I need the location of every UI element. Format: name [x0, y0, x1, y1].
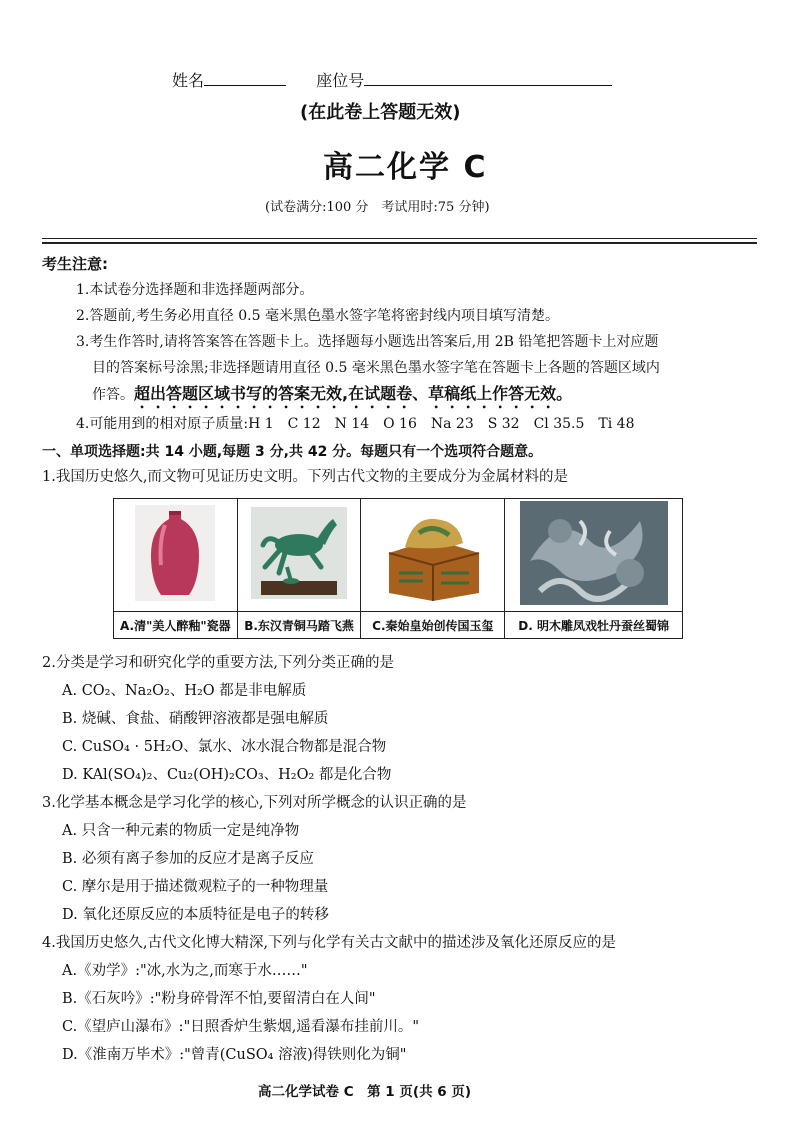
bronze-horse-image: [251, 507, 347, 599]
notice-item-1: 1.本试卷分选择题和非选择题两部分。: [76, 282, 314, 298]
notice-heading: 考生注意:: [42, 255, 108, 273]
relic-d-caption: D. 明木雕凤戏牡丹蚕丝蜀锦: [505, 612, 683, 639]
rule-bottom: [42, 242, 757, 244]
q2-option-a: A. CO₂、Na₂O₂、H₂O 都是非电解质: [62, 683, 307, 699]
q3-option-a: A. 只含一种元素的物质一定是纯净物: [62, 823, 300, 839]
q2-stem: 2.分类是学习和研究化学的重要方法,下列分类正确的是: [42, 655, 394, 671]
q1-stem: 1.我国历史悠久,而文物可见证历史文明。下列古代文物的主要成分为金属材料的是: [42, 469, 568, 485]
notice-item-3-prefix: 作答。: [92, 387, 134, 403]
carved-wood-image: [520, 501, 668, 605]
q4-option-c: C.《望庐山瀑布》:"日照香炉生紫烟,遥看瀑布挂前川。": [62, 1019, 420, 1035]
notice-item-3-line3: [92, 384, 572, 412]
notice-emphasis: 超出答题区域书写的答案无效,在试题卷、草稿纸上作答无效。: [134, 384, 573, 403]
name-blank: [204, 70, 286, 86]
q1-relic-table: [113, 498, 683, 639]
invalid-note: (在此卷上答题无效): [300, 102, 461, 123]
q2-option-d: D. KAl(SO₄)₂、Cu₂(OH)₂CO₃、H₂O₂ 都是化合物: [62, 767, 392, 783]
relic-a-cell: [114, 499, 238, 612]
relic-c-caption: C.秦始皇始创传国玉玺: [361, 612, 505, 639]
page-title: 高二化学 C: [323, 150, 488, 185]
relic-b-cell: [237, 499, 361, 612]
exam-info: (试卷满分:100 分 考试用时:75 分钟): [265, 200, 490, 215]
notice-item-4: 4.可能用到的相对原子质量:H 1 C 12 N 14 O 16 Na 23 S 32 Cl 35.5 Ti 48: [76, 416, 635, 432]
relic-c-cell: [361, 499, 505, 612]
q3-option-b: B. 必须有离子参加的反应才是离子反应: [62, 851, 314, 867]
name-label: 姓名: [172, 71, 205, 90]
relic-a-caption: A.清"美人醉釉"瓷器: [114, 612, 238, 639]
relic-d-cell: [505, 499, 683, 612]
q2-option-c: C. CuSO₄ · 5H₂O、氯水、冰水混合物都是混合物: [62, 739, 387, 755]
relic-b-caption: B.东汉青铜马踏飞燕: [237, 612, 361, 639]
seat-label: 座位号: [316, 71, 365, 90]
rule-top: [42, 238, 757, 239]
jade-seal-image: [375, 503, 491, 603]
q3-option-d: D. 氧化还原反应的本质特征是电子的转移: [62, 907, 329, 923]
notice-item-3-line1: 3.考生作答时,请将答案答在答题卡上。选择题每小题选出答案后,用 2B 铅笔把答题卡上对应题: [76, 334, 659, 350]
notice-item-2: 2.答题前,考生务必用直径 0.5 毫米黑色墨水签字笔将密封线内项目填写清楚。: [76, 308, 559, 324]
section-heading: 一、单项选择题:共 14 小题,每题 3 分,共 42 分。每题只有一个选项符合题意。: [42, 444, 543, 460]
q4-option-d: D.《淮南万毕术》:"曾青(CuSO₄ 溶液)得铁则化为铜": [62, 1047, 407, 1063]
porcelain-vase-image: [135, 505, 215, 601]
header-name-row: [172, 70, 612, 91]
q2-option-b: B. 烧碱、食盐、硝酸钾溶液都是强电解质: [62, 711, 329, 727]
q4-option-a: A.《劝学》:"冰,水为之,而寒于水……": [62, 963, 308, 979]
page-footer: 高二化学试卷 C 第 1 页(共 6 页): [258, 1084, 472, 1100]
q3-stem: 3.化学基本概念是学习化学的核心,下列对所学概念的认识正确的是: [42, 795, 467, 811]
q3-option-c: C. 摩尔是用于描述微观粒子的一种物理量: [62, 879, 329, 895]
q4-stem: 4.我国历史悠久,古代文化博大精深,下列与化学有关古文献中的描述涉及氧化还原反应的是: [42, 935, 617, 951]
seat-blank: [364, 70, 612, 86]
notice-item-3-line2: 目的答案标号涂黑;非选择题请用直径 0.5 毫米黑色墨水签字笔在答题卡上各题的答题区域内: [92, 360, 660, 376]
q4-option-b: B.《石灰吟》:"粉身碎骨浑不怕,要留清白在人间": [62, 991, 376, 1007]
